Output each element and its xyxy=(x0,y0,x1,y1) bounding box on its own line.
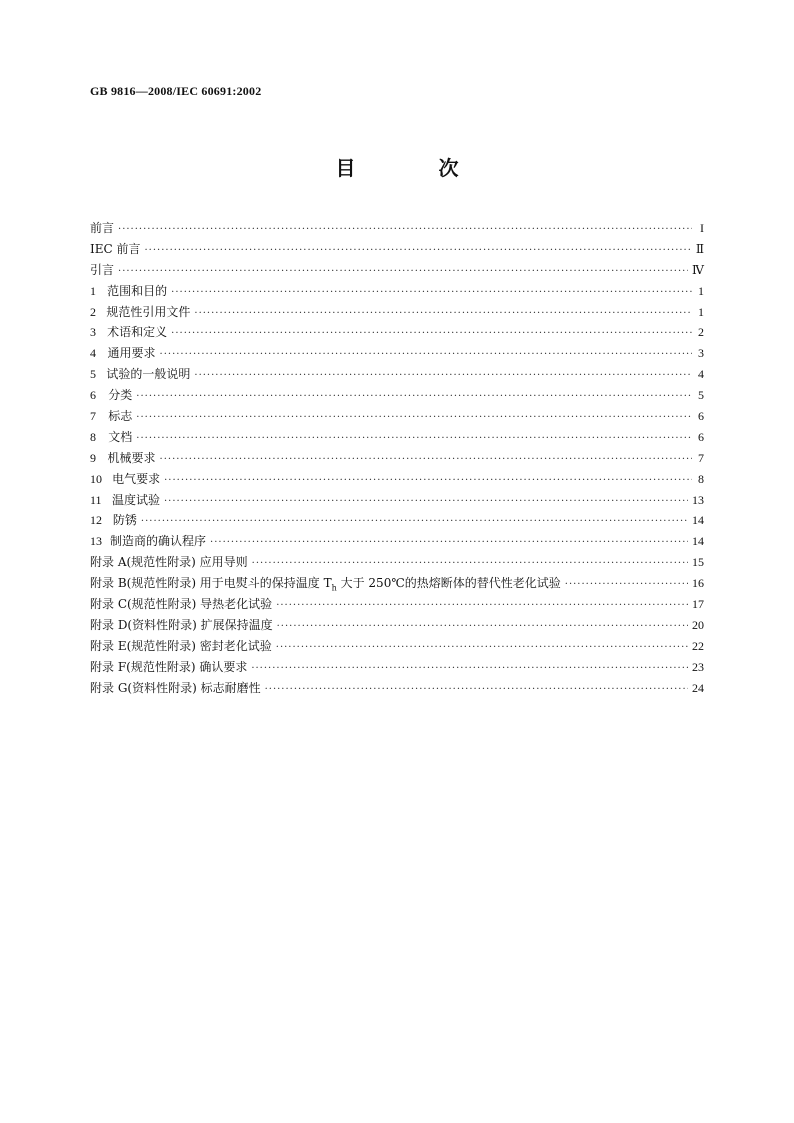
toc-entry-11[interactable] xyxy=(90,490,704,511)
toc-entry-annex-a[interactable] xyxy=(90,552,704,573)
toc-page-number: Ⅱ xyxy=(695,241,704,256)
toc-page-number: 1 xyxy=(698,304,704,319)
toc-leader-dots xyxy=(118,260,688,283)
document-header-code: GB 9816—2008/IEC 60691:2002 xyxy=(90,84,262,98)
toc-leader-dots xyxy=(276,594,688,617)
toc-page-number: 8 xyxy=(698,471,704,486)
toc-leader-dots xyxy=(210,531,688,554)
toc-entry-annex-b[interactable] xyxy=(90,573,704,594)
toc-label: 电气要求 xyxy=(112,471,161,486)
toc-page-number: 15 xyxy=(692,555,704,570)
table-of-contents xyxy=(90,218,704,698)
toc-entry-5[interactable] xyxy=(90,364,704,385)
toc-entry-2[interactable] xyxy=(90,302,704,323)
toc-section-number: 1 xyxy=(90,283,96,298)
toc-page-number: 6 xyxy=(698,409,704,424)
toc-label: 机械要求 xyxy=(107,450,156,465)
toc-entry-introduction[interactable] xyxy=(90,260,704,281)
toc-entry-10[interactable] xyxy=(90,469,704,490)
toc-leader-dots xyxy=(141,510,688,533)
toc-label: 温度试验 xyxy=(111,492,160,507)
toc-page-number: 22 xyxy=(692,638,704,653)
toc-label: 规范性引用文件 xyxy=(106,304,191,319)
toc-label: 制造商的确认程序 xyxy=(110,534,207,549)
toc-entry-1[interactable] xyxy=(90,281,704,302)
toc-leader-dots xyxy=(136,385,692,408)
toc-entry-13[interactable] xyxy=(90,531,704,552)
toc-label: 附录 D(资料性附录) 扩展保持温度 xyxy=(90,617,273,632)
toc-leader-dots xyxy=(171,281,692,304)
toc-page-number: 17 xyxy=(692,597,704,612)
toc-page-number: 20 xyxy=(692,617,704,632)
toc-section-number: 12 xyxy=(90,513,102,528)
toc-page-number: 4 xyxy=(698,367,704,382)
toc-leader-dots xyxy=(171,322,692,345)
toc-leader-dots xyxy=(276,636,688,659)
toc-page-number: 6 xyxy=(698,429,704,444)
toc-section-number: 5 xyxy=(90,367,96,382)
toc-page-number: Ⅳ xyxy=(692,262,704,277)
toc-leader-dots xyxy=(194,364,692,387)
toc-label: 附录 E(规范性附录) 密封老化试验 xyxy=(90,638,272,653)
toc-leader-dots xyxy=(160,343,692,366)
toc-section-number: 6 xyxy=(90,388,96,403)
toc-label: 防锈 xyxy=(112,513,137,528)
toc-leader-dots xyxy=(252,552,688,575)
toc-section-number: 7 xyxy=(90,409,96,424)
toc-entry-8[interactable] xyxy=(90,427,704,448)
toc-label-subscript: h xyxy=(331,583,337,593)
toc-label: 前言 xyxy=(90,221,115,235)
toc-entry-annex-g[interactable] xyxy=(90,678,704,699)
toc-entry-3[interactable] xyxy=(90,322,704,343)
toc-leader-dots xyxy=(265,678,688,701)
toc-page-number: 3 xyxy=(698,346,704,361)
toc-label: 引言 xyxy=(90,262,115,277)
toc-leader-dots xyxy=(194,302,692,325)
toc-entry-annex-f[interactable] xyxy=(90,657,704,678)
toc-section-number: 10 xyxy=(90,471,102,486)
toc-label: 术语和定义 xyxy=(107,325,168,340)
toc-page-number: 5 xyxy=(698,388,704,403)
toc-entry-6[interactable] xyxy=(90,385,704,406)
toc-page-number: 23 xyxy=(692,659,704,674)
toc-label: 文档 xyxy=(108,429,133,444)
toc-leader-dots xyxy=(277,615,688,638)
toc-leader-dots xyxy=(164,469,692,492)
toc-page-number: 2 xyxy=(698,325,704,340)
toc-page-number: 13 xyxy=(692,492,704,507)
toc-page-number: I xyxy=(700,221,704,235)
toc-label: 通用要求 xyxy=(107,346,156,361)
toc-label: IEC 前言 xyxy=(90,241,141,256)
toc-label-part: 附录 B(规范性附录) 用于电熨斗的保持温度 T xyxy=(90,576,332,591)
toc-page-number: 16 xyxy=(692,576,704,591)
toc-entry-annex-e[interactable] xyxy=(90,636,704,657)
toc-leader-dots xyxy=(160,448,692,471)
toc-entry-9[interactable] xyxy=(90,448,704,469)
toc-entry-iec-foreword[interactable] xyxy=(90,239,704,260)
toc-page-number: 1 xyxy=(698,283,704,298)
toc-entry-7[interactable] xyxy=(90,406,704,427)
toc-entry-annex-c[interactable] xyxy=(90,594,704,615)
toc-page-number: 14 xyxy=(692,534,704,549)
toc-section-number: 13 xyxy=(90,534,102,549)
toc-label: 附录 F(规范性附录) 确认要求 xyxy=(90,659,248,674)
toc-page-number: 14 xyxy=(692,513,704,528)
toc-label: 分类 xyxy=(108,388,133,403)
toc-label: 附录 A(规范性附录) 应用导则 xyxy=(90,555,248,570)
toc-entry-12[interactable] xyxy=(90,510,704,531)
toc-label: 范围和目的 xyxy=(107,283,168,298)
toc-leader-dots xyxy=(118,218,692,241)
toc-label: 试验的一般说明 xyxy=(106,367,191,382)
toc-leader-dots xyxy=(145,239,692,262)
toc-label: 附录 G(资料性附录) 标志耐磨性 xyxy=(90,680,261,695)
toc-leader-dots xyxy=(251,657,688,680)
toc-section-number: 11 xyxy=(90,492,102,507)
toc-leader-dots xyxy=(136,406,692,429)
toc-section-number: 8 xyxy=(90,429,96,444)
toc-entry-annex-d[interactable] xyxy=(90,615,704,636)
toc-label: 标志 xyxy=(108,409,133,424)
toc-page-number: 7 xyxy=(698,450,704,465)
toc-page-number: 24 xyxy=(692,680,704,695)
toc-entry-4[interactable] xyxy=(90,343,704,364)
page-title: 目 次 xyxy=(335,156,497,180)
toc-leader-dots xyxy=(565,573,688,596)
toc-section-number: 3 xyxy=(90,325,96,340)
toc-label: 附录 C(规范性附录) 导热老化试验 xyxy=(90,597,273,612)
toc-section-number: 4 xyxy=(90,346,96,361)
toc-section-number: 9 xyxy=(90,450,96,465)
toc-label-part: 大于 250℃的热熔断体的替代性老化试验 xyxy=(336,576,561,591)
toc-entry-foreword[interactable] xyxy=(90,218,704,239)
toc-leader-dots xyxy=(164,490,688,513)
toc-section-number: 2 xyxy=(90,304,96,319)
toc-leader-dots xyxy=(136,427,692,450)
